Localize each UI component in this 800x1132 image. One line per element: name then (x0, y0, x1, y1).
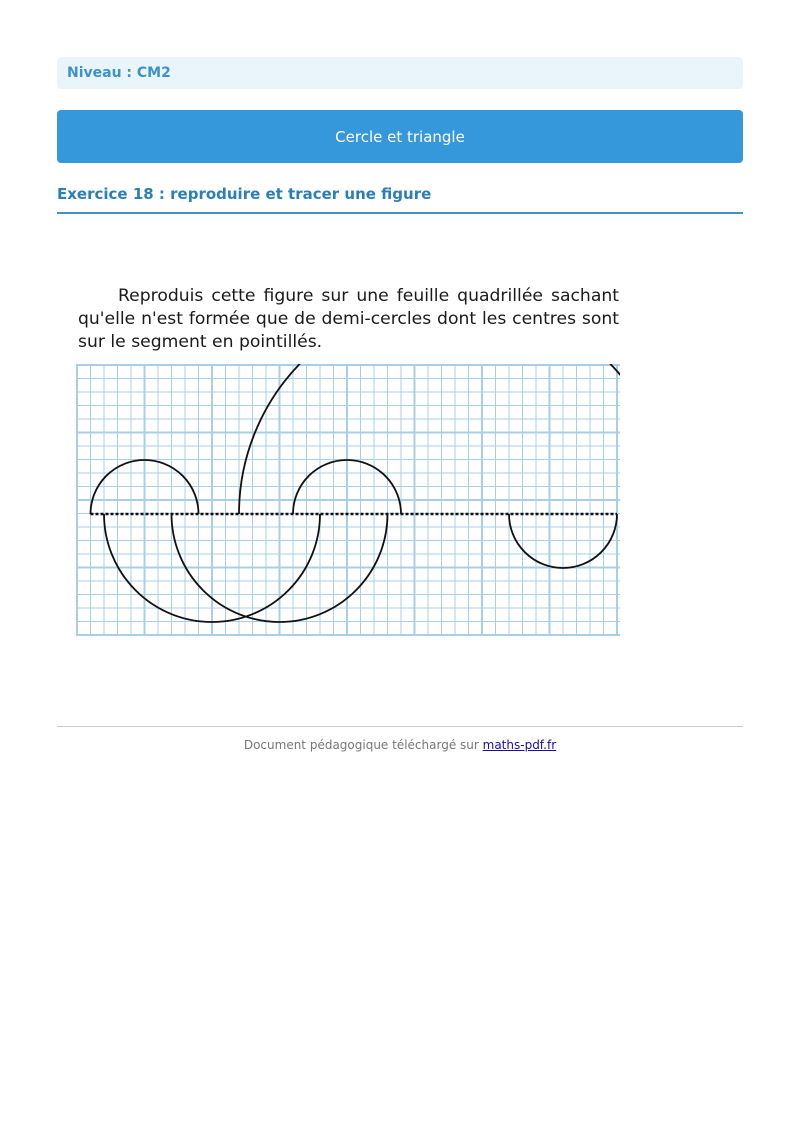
exercise-title: Exercice 18 : reproduire et tracer une figure (57, 185, 432, 203)
footer-text: Document pédagogique téléchargé sur (243, 738, 483, 752)
footer-divider (57, 726, 743, 727)
semicircle-figure (76, 364, 620, 636)
grid-paper (76, 364, 620, 636)
level-badge (57, 57, 743, 89)
chapter-title-bar (57, 110, 743, 163)
footer-link[interactable]: maths-pdf.fr (482, 738, 557, 752)
exercise-divider (57, 212, 743, 214)
level-label: Niveau : CM2 (67, 65, 171, 81)
footer (57, 738, 743, 752)
chapter-title: Cercle et triangle (335, 127, 465, 146)
exercise-instruction: Reproduis cette figure sur une feuille quadrillée sachant qu'elle n'est formée que de demi-cercles dont les centres sont sur le segment en pointillés. (78, 286, 619, 352)
semicircle-arcs (91, 364, 621, 622)
